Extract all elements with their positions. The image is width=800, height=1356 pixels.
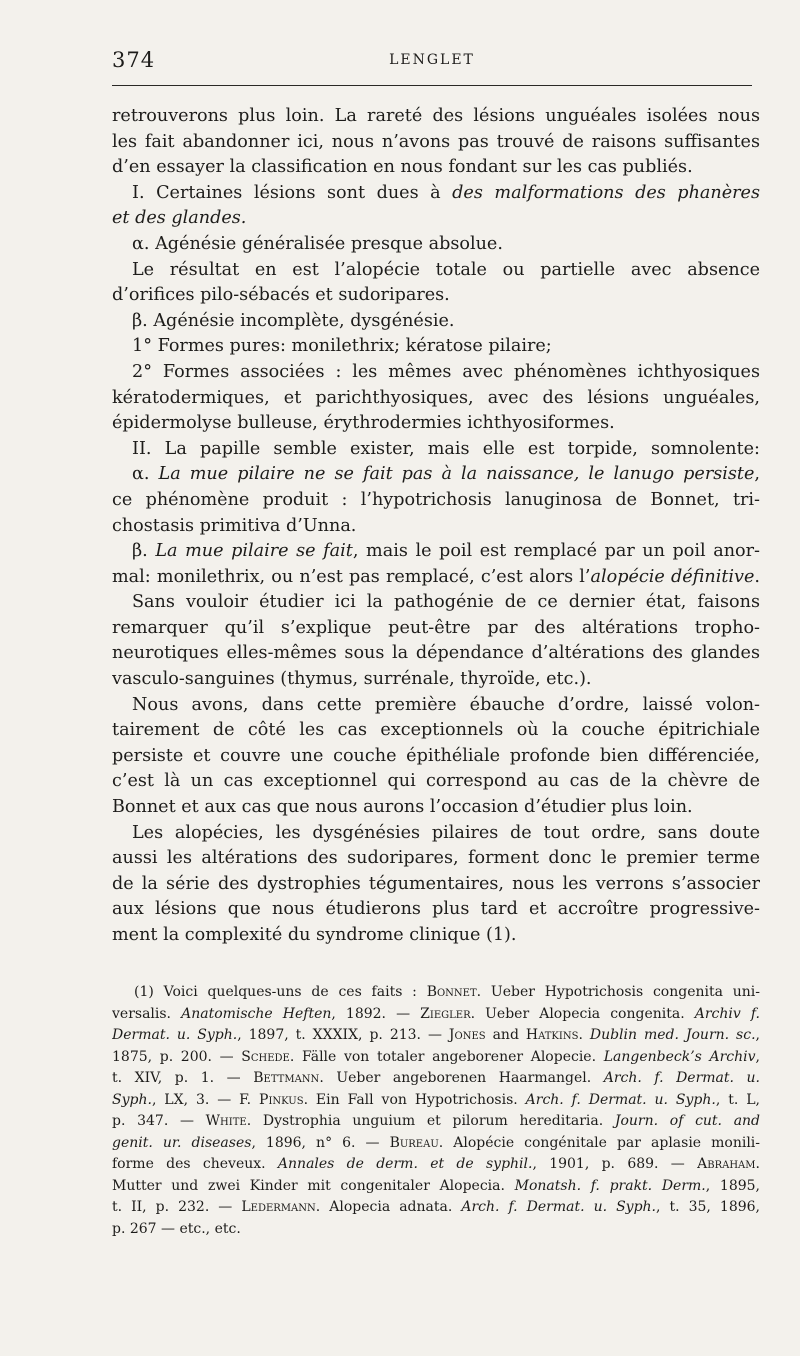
text-line: ce phénomène produit : l’hypotrichosis lanuginosa de Bonnet, tri-	[112, 489, 760, 510]
text-line: épidermolyse bulleuse, érythrodermies ichthyosiformes.	[112, 413, 615, 434]
text-line: 2° Formes associées : les mêmes avec phénomènes ichthyosiques	[132, 361, 760, 382]
text-line: chostasis primitiva d’Unna.	[112, 515, 357, 536]
footnote-line: t. XIV, p. 1. — Bettmann. Ueber angeborenen Haarmangel. Arch. f. Dermat. u.	[112, 1070, 760, 1086]
footnote-line: (1) Voici quelques-uns de ces faits : Bonnet. Ueber Hypotrichosis congenita uni-	[134, 984, 760, 1000]
text-line: Les alopécies, les dysgénésies pilaires de tout ordre, sans doute	[132, 822, 760, 843]
text-line: I. Certaines lésions sont dues à des malformations des phanères	[132, 182, 760, 203]
text-line: Nous avons, dans cette première ébauche d’ordre, laissé volon-	[132, 694, 760, 715]
text-line: les fait abandonner ici, nous n’avons pas trouvé de raisons suffisantes	[112, 131, 760, 152]
page-header	[112, 44, 752, 84]
text-line: Sans vouloir étudier ici la pathogénie de ce dernier état, faisons	[132, 592, 760, 613]
text-line: persiste et couvre une couche épithéliale profonde bien différenciée,	[112, 745, 760, 766]
text-line: II. La papille semble exister, mais elle est torpide, somnolente:	[132, 438, 760, 459]
text-line: α. Agénésie généralisée presque absolue.	[132, 233, 503, 254]
text-line: d’en essayer la classification en nous fondant sur les cas publiés.	[112, 157, 693, 178]
text-line: neurotiques elles-mêmes sous la dépendance d’altérations des glandes	[112, 643, 760, 664]
footnote-line: Dermat. u. Syph., 1897, t. XXXIX, p. 213. — Jones and Hatkins. Dublin med. Journ. sc.,	[112, 1027, 760, 1043]
text-line: et des glandes.	[112, 208, 247, 229]
text-line: d’orifices pilo-sébacés et sudoripares.	[112, 285, 450, 306]
text-line: α. La mue pilaire ne se fait pas à la naissance, le lanugo persiste,	[132, 464, 760, 485]
header-rule	[112, 85, 752, 86]
footnote-line: forme des cheveux. Annales de derm. et de syphil., 1901, p. 689. — Abraham.	[112, 1156, 760, 1172]
footnote-line: genit. ur. diseases, 1896, n° 6. — Bureau. Alopécie congénitale par aplasie monili-	[112, 1134, 760, 1151]
footnote-line: p. 347. — White. Dystrophia unguium et pilorum hereditaria. Journ. of cut. and	[112, 1113, 760, 1129]
footnote-line: Syph., LX, 3. — F. Pinkus. Ein Fall von Hypotrichosis. Arch. f. Dermat. u. Syph., t. L,	[112, 1091, 760, 1108]
footnote-line: p. 267 — etc., etc.	[112, 1220, 241, 1237]
text-line: Le résultat en est l’alopécie totale ou partielle avec absence	[132, 259, 760, 280]
footnote-line: t. II, p. 232. — Ledermann. Alopecia adnata. Arch. f. Dermat. u. Syph., t. 35, 1896,	[112, 1199, 760, 1215]
footnote-line: Mutter und zwei Kinder mit congenitaler Alopecia. Monatsh. f. prakt. Derm., 1895,	[112, 1177, 760, 1194]
text-line: β. La mue pilaire se fait, mais le poil est remplacé par un poil anor-	[132, 541, 760, 562]
footnotes	[112, 982, 760, 1240]
text-line: de la série des dystrophies tégumentaires, nous les verrons s’associer	[112, 873, 760, 894]
text-line: remarquer qu’il s’explique peut-être par des altérations tropho-	[112, 617, 760, 638]
text-line: c’est là un cas exceptionnel qui correspond au cas de la chèvre de	[112, 771, 760, 792]
footnote-line: 1875, p. 200. — Schede. Fälle von totaler angeborener Alopecie. Langenbeck’s Archiv,	[112, 1048, 760, 1065]
main-text	[112, 104, 760, 949]
text-line: β. Agénésie incomplète, dysgénésie.	[132, 310, 455, 331]
text-line: vasculo-sanguines (thymus, surrénale, thyroïde, etc.).	[112, 669, 592, 690]
text-line: aussi les altérations des sudoripares, forment donc le premier terme	[112, 848, 760, 869]
text-line: retrouverons plus loin. La rareté des lésions unguéales isolées nous	[112, 106, 760, 126]
text-line: aux lésions que nous étudierons plus tard et accroître progressive-	[112, 899, 760, 920]
text-line: Bonnet et aux cas que nous aurons l’occasion d’étudier plus loin.	[112, 797, 693, 818]
running-title: LENGLET	[389, 52, 475, 68]
text-line: mal: monilethrix, ou n’est pas remplacé, c’est alors l’alopécie définitive.	[112, 566, 760, 587]
text-line: ment la complexité du syndrome clinique (1).	[112, 925, 517, 945]
footnote-line: versalis. Anatomische Heften, 1892. — Ziegler. Ueber Alopecia congenita. Archiv f.	[112, 1005, 760, 1022]
text-line: kératodermiques, et parichthyosiques, avec des lésions unguéales,	[112, 387, 760, 408]
text-line: 1° Formes pures: monilethrix; kératose pilaire;	[132, 336, 552, 357]
page-number: 374	[112, 48, 156, 72]
text-line: tairement de côté les cas exceptionnels où la couche épitrichiale	[112, 720, 760, 741]
